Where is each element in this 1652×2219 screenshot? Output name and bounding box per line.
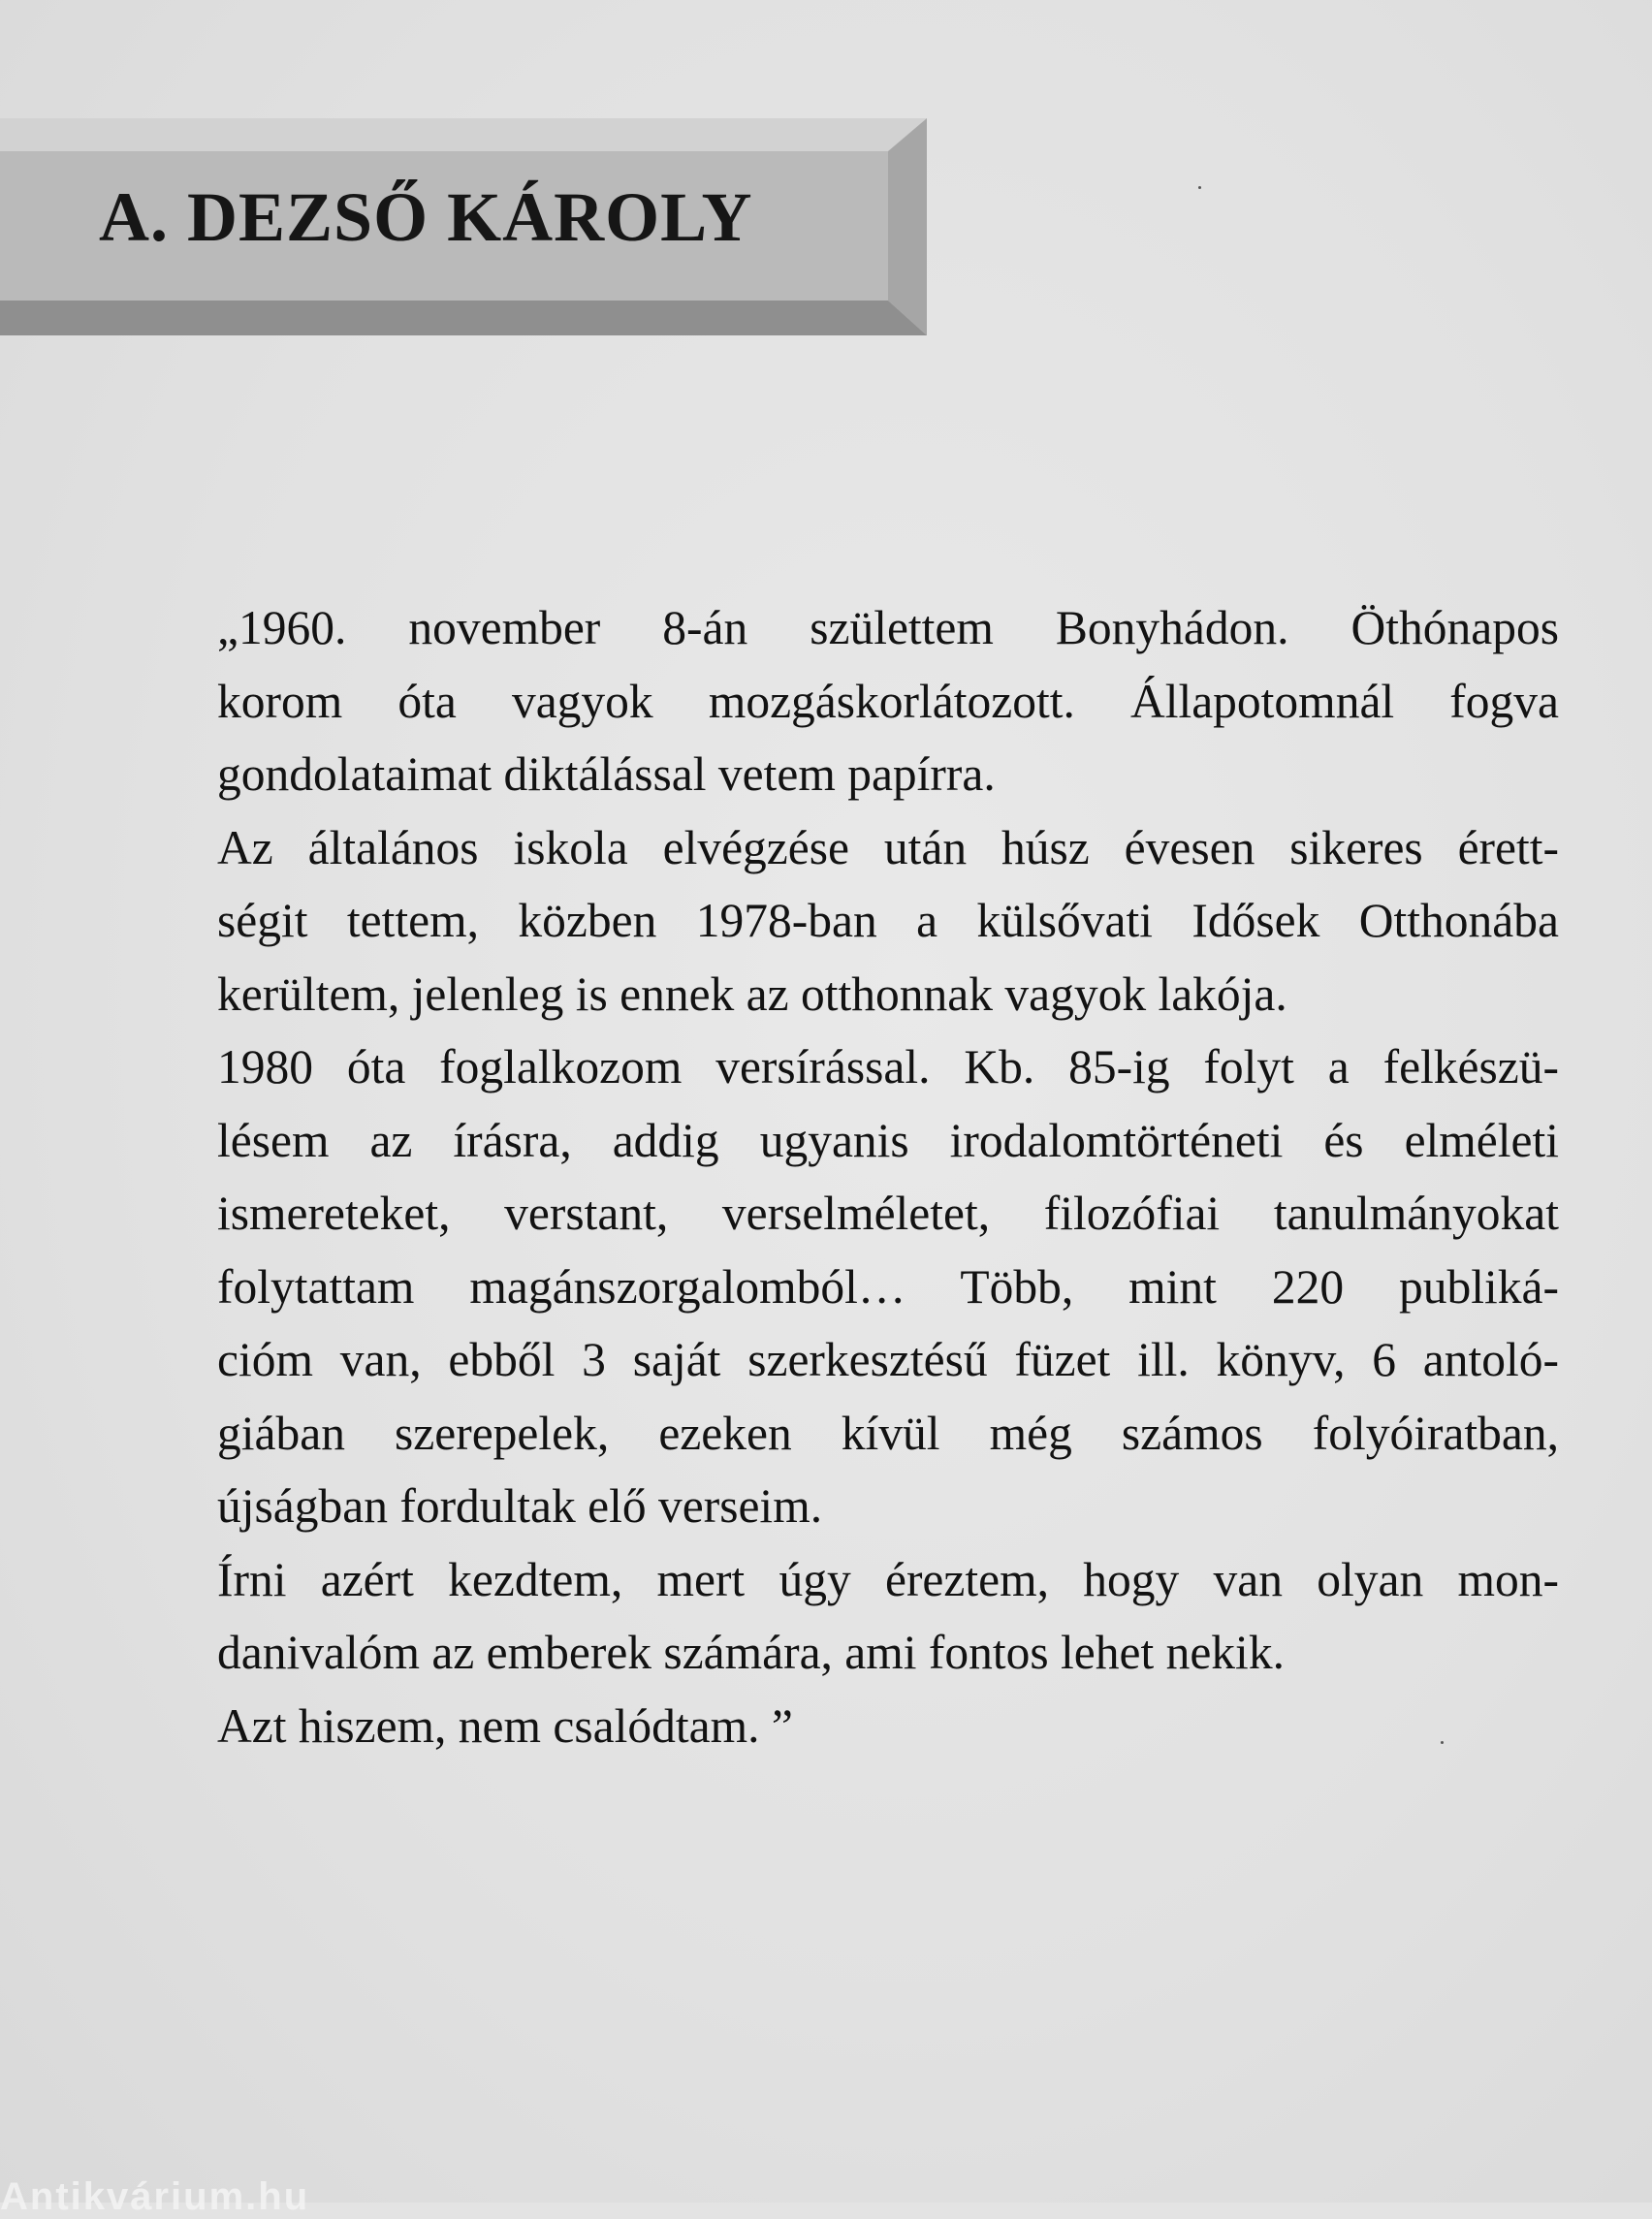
text-line: giában szerepelek, ezeken kívül még számos folyóiratban, [217, 1406, 1559, 1460]
biography-text [217, 591, 1559, 1762]
banner-right-bevel [888, 118, 927, 335]
text-line: ségit tettem, közben 1978-ban a külsővati Idősek Otthonába [217, 894, 1559, 947]
text-line: danivalóm az emberek számára, ami fontos lehet nekik. [217, 1626, 1285, 1679]
watermark: Antikvárium.hu [0, 2175, 310, 2218]
text-line: folytattam magánszorgalomból… Több, mint 220 publiká- [217, 1259, 1559, 1314]
banner-bottom-bevel [0, 301, 927, 335]
banner-top-bevel [0, 118, 927, 151]
paper-speck [1441, 1741, 1444, 1744]
text-line: cióm van, ebből 3 saját szerkesztésű füzet ill. könyv, 6 antoló- [217, 1333, 1559, 1386]
text-line: Az általános iskola elvégzése után húsz évesen sikeres érett- [217, 820, 1559, 874]
text-line: újságban fordultak elő verseim. [217, 1479, 823, 1533]
paper-speck [1198, 186, 1201, 189]
text-line: korom óta vagyok mozgáskorlátozott. Állapotomnál fogva [217, 674, 1559, 728]
text-line: lésem az írásra, addig ugyanis irodalomtörténeti és elméleti [217, 1113, 1559, 1167]
text-line: kerültem, jelenleg is ennek az otthonnak vagyok lakója. [217, 967, 1287, 1021]
text-line: „1960. november 8-án születtem Bonyhádon. Öthónapos [217, 601, 1559, 654]
text-line: Azt hiszem, nem csalódtam. ” [217, 1698, 793, 1753]
page-title: A. DEZSŐ KÁROLY [99, 178, 753, 256]
text-line: ismereteket, verstant, verselméletet, filozófiai tanulmányokat [217, 1187, 1559, 1240]
text-line: Írni azért kezdtem, mert úgy éreztem, hogy van olyan mon- [217, 1552, 1559, 1606]
text-line: 1980 óta foglalkozom versírással. Kb. 85-ig folyt a felkészü- [217, 1040, 1559, 1094]
text-line: gondolataimat diktálással vetem papírra. [217, 747, 996, 801]
